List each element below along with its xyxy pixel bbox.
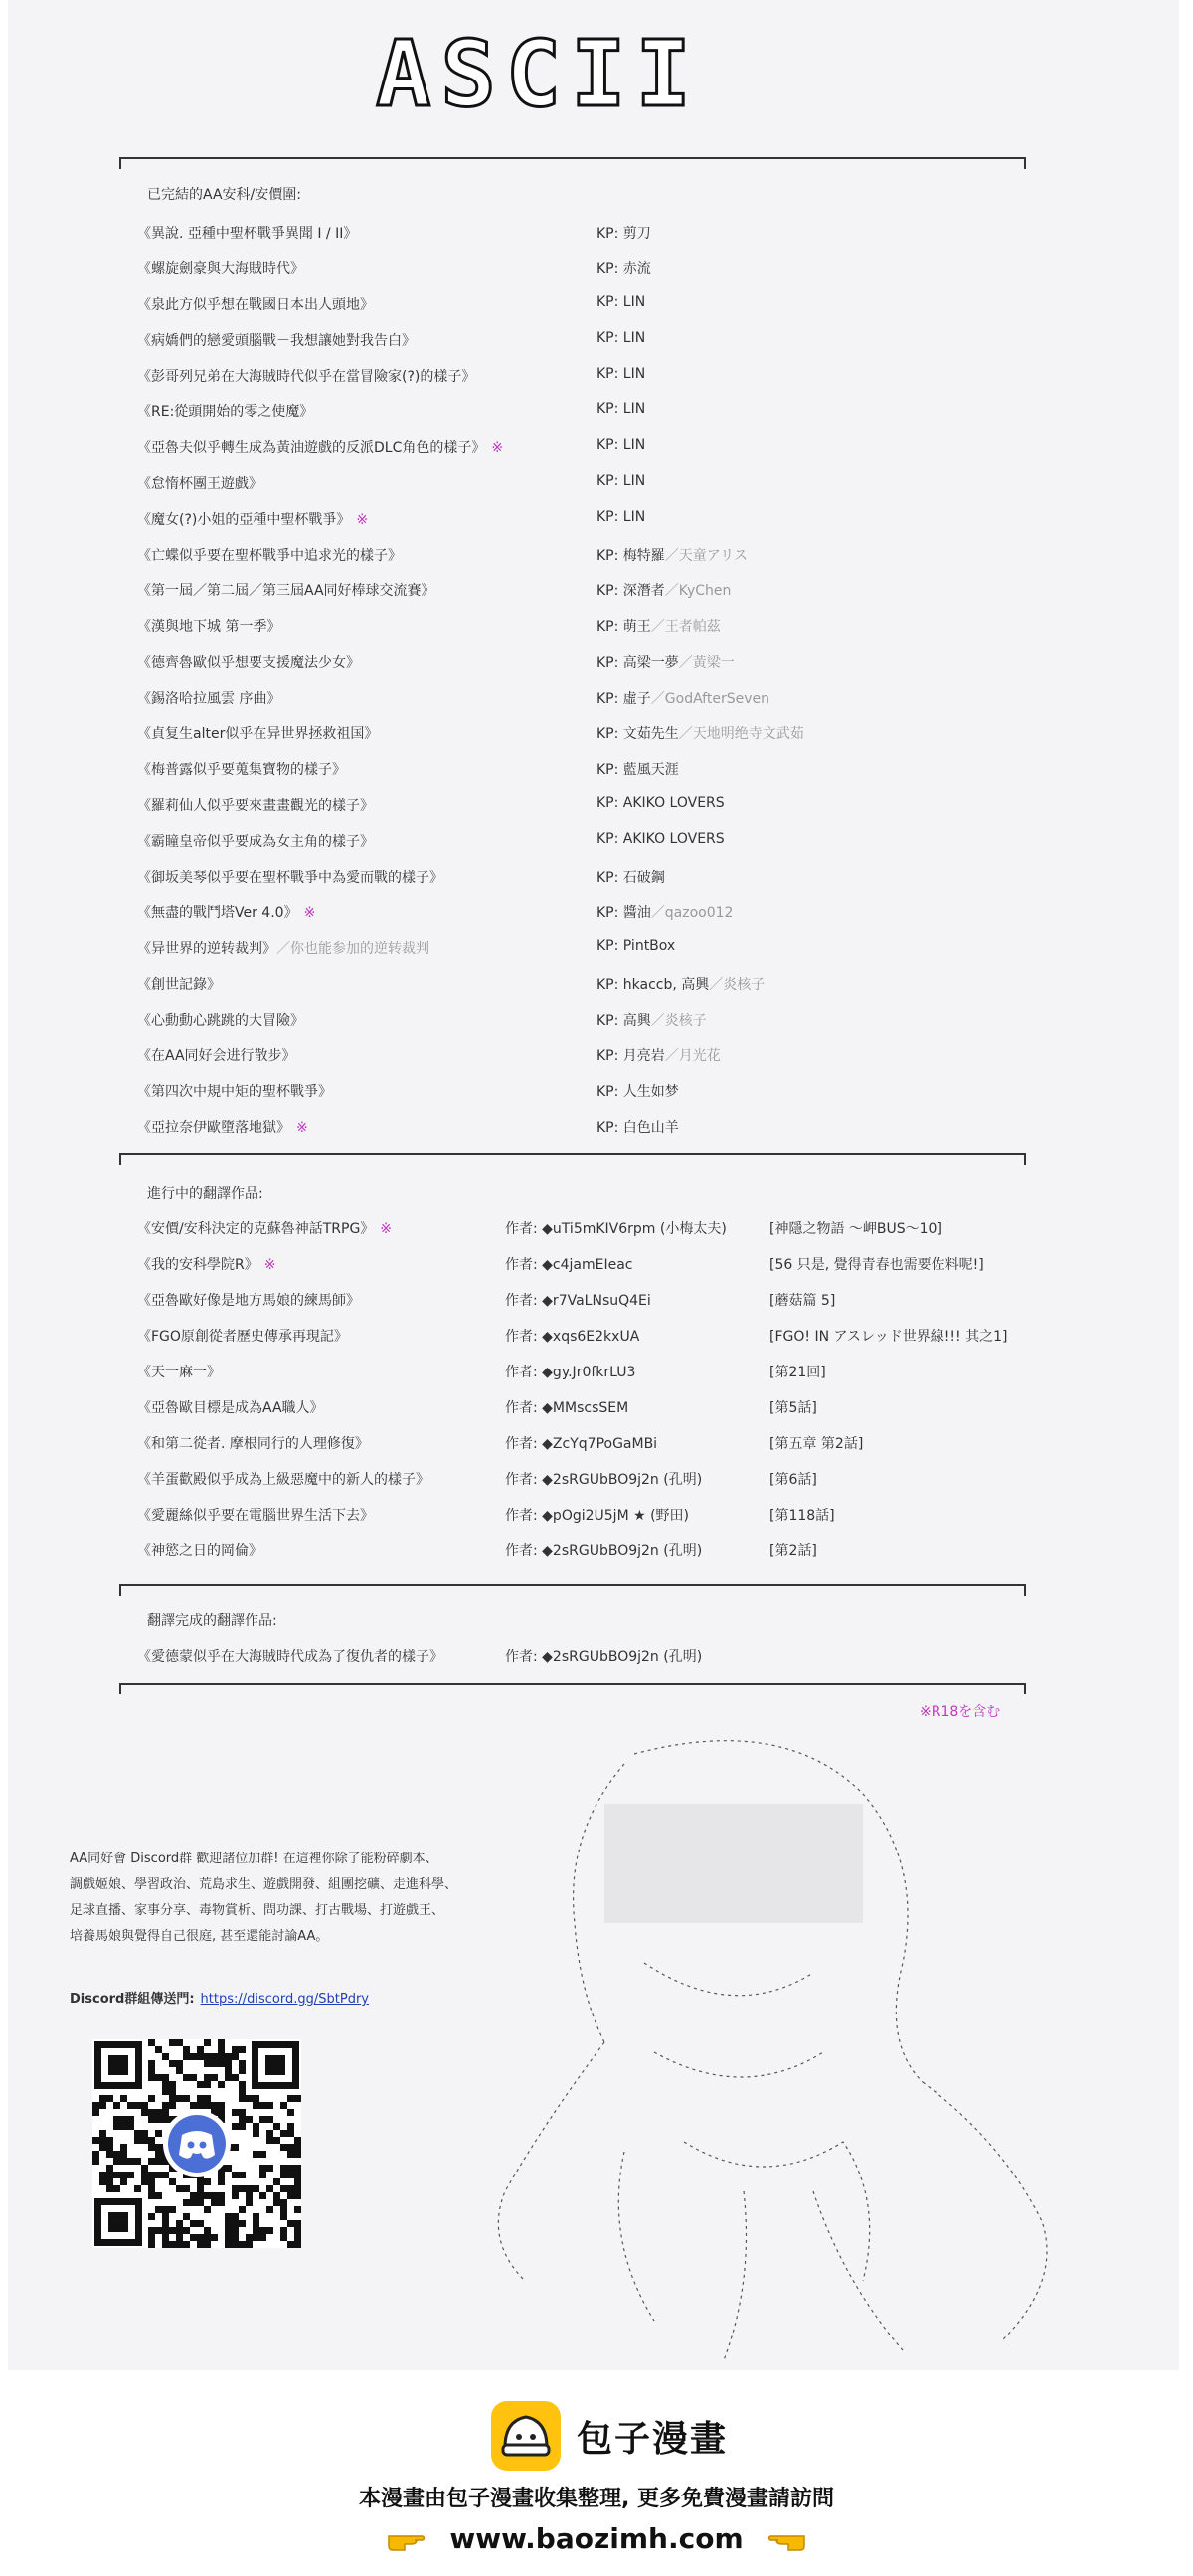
kp-name: KP: 剪刀	[596, 226, 651, 242]
latest-chapter[interactable]: [第6話]	[769, 1472, 817, 1488]
kp-alt-name: ／KyChen	[664, 583, 732, 599]
divider-ongoing-end	[119, 1584, 1026, 1586]
work-title-group	[137, 1254, 275, 1274]
work-title[interactable]: 《心動動心跳跳的大冒險》	[137, 1013, 304, 1029]
latest-chapter[interactable]: [FGO! IN アスレッド世界線!!! 其之1]	[769, 1329, 1008, 1345]
brand-row	[491, 2400, 728, 2472]
ascii-art-illustration	[485, 1724, 1072, 2370]
work-title[interactable]: 《亡蝶似乎要在聖杯戰爭中追求光的樣子》	[137, 548, 402, 564]
kp-name: KP: LIN	[596, 473, 646, 489]
kp-name: KP: AKIKO LOVERS	[596, 831, 725, 847]
work-title-group	[137, 1362, 221, 1381]
work-title[interactable]: 《漢與地下城 第一季》	[137, 619, 281, 635]
work-title[interactable]: 《亞魯夫似乎轉生成為黃油遊戲的反派DLC角色的樣子》	[137, 440, 486, 456]
work-title[interactable]: 《第一屆／第二屆／第三屆AA同好棒球交流賽》	[137, 583, 435, 599]
author: 作者: ◆r7VaLNsuQ4Ei	[505, 1293, 651, 1309]
work-title-group	[137, 473, 262, 493]
work-title-note: ／你也能参加的逆转裁判	[276, 941, 429, 957]
kp-group	[596, 938, 675, 954]
kp-name: KP: PintBox	[596, 938, 676, 954]
kp-group	[596, 1117, 679, 1137]
footer-tagline: 本漫畫由包子漫畫收集整理, 更多免費漫畫請訪問	[358, 2487, 835, 2511]
work-title-group	[137, 580, 435, 600]
kp-name: KP: 虛子	[596, 691, 651, 707]
kp-group	[596, 831, 725, 847]
work-title[interactable]: 《我的安科學院R》	[137, 1257, 258, 1273]
kp-name: KP: 藍風天涯	[596, 762, 679, 778]
latest-chapter[interactable]: [第2話]	[769, 1543, 817, 1559]
author: 作者: ◆xqs6E2kxUA	[505, 1329, 640, 1345]
kp-alt-name: ／天童アリス	[664, 548, 748, 564]
kp-name: KP: 高興	[596, 1013, 651, 1029]
author: 作者: ◆gy.Jr0fkrLU3	[505, 1365, 636, 1380]
work-title-group	[137, 1046, 296, 1065]
work-title-group	[137, 652, 360, 672]
work-title[interactable]: 《御坂美琴似乎要在聖杯戰爭中為愛而戰的樣子》	[137, 870, 443, 886]
latest-chapter[interactable]: [神隱之物語 ～岬BUS～10]	[769, 1221, 942, 1237]
kp-name: KP: LIN	[596, 402, 646, 417]
kp-alt-name: ／王者帕茲	[650, 619, 721, 635]
work-title[interactable]: 《亞魯歐目標是成為AA職人》	[137, 1400, 324, 1416]
work-title[interactable]: 《愛麗絲似乎要在電腦世界生活下去》	[137, 1508, 374, 1524]
author: 作者: ◆pOgi2U5jM ★ (野田)	[505, 1508, 690, 1524]
author: 作者: ◆c4jamEIeac	[505, 1257, 633, 1273]
kp-name: KP: 白色山羊	[596, 1120, 679, 1136]
kp-group	[596, 258, 651, 278]
page-title: ASCII	[376, 21, 701, 127]
kp-group	[596, 795, 725, 811]
work-title-group	[137, 1290, 360, 1310]
kp-group	[596, 330, 645, 346]
promo-line: AA同好會 Discord群 歡迎諸位加群! 在這裡你除了能粉碎劇本、	[70, 1852, 438, 1866]
work-title-group	[137, 294, 374, 314]
kp-group	[596, 509, 645, 525]
kp-name: KP: hkaccb, 高興	[596, 977, 710, 993]
kp-name: KP: LIN	[596, 294, 646, 310]
work-title[interactable]: 《貞复生alter似乎在异世界拯救祖国》	[137, 726, 379, 742]
kp-alt-name: ／炎核子	[650, 1013, 707, 1029]
latest-chapter[interactable]: [第五章 第2話]	[769, 1436, 864, 1452]
latest-chapter[interactable]: [蘑菇篇 5]	[769, 1293, 836, 1309]
kp-alt-name: ／GodAfterSeven	[650, 691, 769, 707]
work-title[interactable]: 《羅莉仙人似乎要來畫畫觀光的樣子》	[137, 798, 374, 814]
author: 作者: ◆2sRGUbBO9j2n (孔明)	[505, 1472, 703, 1488]
kp-alt-name: ／月光花	[664, 1048, 721, 1064]
work-title-group	[137, 867, 443, 886]
author: 作者: ◆MMscsSEM	[505, 1400, 629, 1416]
work-title-group	[137, 1010, 304, 1030]
divider-completed-end	[119, 1153, 1026, 1155]
kp-group	[596, 759, 679, 779]
kp-name: KP: LIN	[596, 509, 646, 525]
kp-group	[596, 223, 651, 242]
work-title[interactable]: 《霸瞳皇帝似乎要成為女主角的樣子》	[137, 834, 374, 850]
kp-alt-name: ／炎核子	[709, 977, 766, 993]
footer-url-row	[0, 2522, 1193, 2555]
work-title-group	[137, 1081, 332, 1101]
work-title[interactable]: 《安價/安科決定的克蘇魯神話TRPG》	[137, 1221, 375, 1237]
author: 作者: ◆2sRGUbBO9j2n (孔明)	[505, 1649, 703, 1665]
kp-group	[596, 1081, 679, 1101]
kp-group	[596, 366, 645, 382]
work-title[interactable]: 《創世記錄》	[137, 977, 221, 993]
work-title[interactable]: 《天一麻一》	[137, 1365, 221, 1380]
kp-name: KP: 文茹先生	[596, 726, 679, 742]
work-title[interactable]: 《螺旋劍豪與大海賊時代》	[137, 261, 304, 277]
work-title[interactable]: 《梅普露似乎要蒐集寶物的樣子》	[137, 762, 346, 778]
work-title[interactable]: 《羊蛋歡殿似乎成為上級惡魔中的新人的樣子》	[137, 1472, 429, 1488]
discord-row	[70, 1988, 369, 2007]
work-title[interactable]: 《錫洛哈拉風雲 序曲》	[137, 691, 281, 707]
work-title[interactable]: 《無盡的戰鬥塔Ver 4.0》	[137, 905, 298, 921]
kp-group	[596, 294, 645, 310]
kp-group	[596, 652, 735, 672]
kp-group	[596, 545, 748, 564]
author: 作者: ◆uTi5mKIV6rpm (小梅太夫)	[505, 1221, 727, 1237]
work-title[interactable]: 《神慾之日的岡倫》	[137, 1543, 262, 1559]
author: 作者: ◆ZcYq7PoGaMBi	[505, 1436, 658, 1452]
qr-code	[92, 2039, 301, 2248]
work-title[interactable]: 《彭哥列兄弟在大海賊時代似乎在當冒險家(?)的樣子》	[137, 369, 476, 385]
work-title-group	[137, 831, 374, 851]
kp-group	[596, 1010, 707, 1030]
r18-mark: ※	[303, 905, 316, 921]
kp-name: KP: 石破鋼	[596, 870, 665, 886]
r18-mark: ※	[380, 1221, 393, 1237]
kp-alt-name: ／黃梁一	[678, 655, 735, 671]
latest-chapter[interactable]: [56 只是, 覺得青春也需要佐料呢!]	[769, 1257, 984, 1273]
work-title-group	[137, 1326, 348, 1346]
kp-name: KP: LIN	[596, 366, 646, 382]
work-title-group	[137, 366, 475, 386]
discord-label: Discord群組傳送門:	[70, 1992, 195, 2007]
ongoing-heading: 進行中的翻譯作品:	[147, 1186, 263, 1202]
work-title-group	[137, 258, 304, 278]
work-title[interactable]: 《亞拉奈伊歐墮落地獄》	[137, 1120, 290, 1136]
finished-heading: 翻譯完成的翻譯作品:	[147, 1613, 277, 1629]
brand-name: 包子漫畫	[577, 2418, 729, 2460]
kp-name: KP: 醬油	[596, 905, 651, 921]
kp-group	[596, 724, 804, 743]
work-title-group	[137, 1469, 429, 1489]
kp-alt-name: ／qazoo012	[650, 905, 734, 921]
page-card	[8, 0, 1179, 2370]
work-title-group	[137, 330, 416, 350]
work-title[interactable]: 《怠惰杯團王遊戲》	[137, 476, 262, 492]
work-title-group	[137, 902, 315, 922]
kp-name: KP: AKIKO LOVERS	[596, 795, 725, 811]
work-title[interactable]: 《异世界的逆转裁判》	[137, 941, 276, 957]
kp-name: KP: 深潛者	[596, 583, 665, 599]
pointing-hand-right-icon	[387, 2526, 426, 2554]
kp-group	[596, 580, 731, 600]
kp-name: KP: 人生如梦	[596, 1084, 679, 1100]
kp-group	[596, 402, 645, 417]
work-title-group	[137, 616, 280, 636]
work-title-group	[137, 545, 402, 564]
kp-group	[596, 902, 733, 922]
completed-heading: 已完結的AA安科/安價圍:	[147, 187, 301, 203]
work-title-group	[137, 1646, 443, 1666]
pointing-hand-left-icon	[767, 2526, 806, 2554]
work-title[interactable]: 《病嬌們的戀愛頭腦戰－我想讓她對我告白》	[137, 333, 416, 349]
work-title[interactable]: 《第四次中規中矩的聖杯戰爭》	[137, 1084, 332, 1100]
kp-name: KP: 月亮岩	[596, 1048, 665, 1064]
kp-name: KP: 赤流	[596, 261, 651, 277]
work-title-group	[137, 759, 346, 779]
discord-link[interactable]: https://discord.gg/SbtPdry	[200, 1992, 369, 2007]
work-title-group	[137, 974, 221, 994]
promo-line: 足球直播、家事分享、毒物賞析、問功課、打古戰場、打遊戲王、	[70, 1903, 445, 1918]
kp-group	[596, 688, 769, 708]
author: 作者: ◆2sRGUbBO9j2n (孔明)	[505, 1543, 703, 1559]
work-title[interactable]: 《泉此方似乎想在戰國日本出人頭地》	[137, 297, 374, 313]
title-block	[376, 21, 744, 127]
work-title-group	[137, 1505, 374, 1525]
work-title-group	[137, 1397, 324, 1417]
kp-name: KP: 梅特羅	[596, 548, 665, 564]
kp-name: KP: 萌王	[596, 619, 651, 635]
work-title-group	[137, 1540, 262, 1560]
kp-group	[596, 616, 721, 636]
kp-name: KP: LIN	[596, 330, 646, 346]
work-title[interactable]: 《和第二從者. 摩根同行的人理修復》	[137, 1436, 369, 1452]
latest-chapter[interactable]: [第118話]	[769, 1508, 835, 1524]
work-title[interactable]: 《亞魯歐好像是地方馬娘的練馬師》	[137, 1293, 360, 1309]
work-title-group	[137, 1433, 369, 1453]
work-title-group	[137, 724, 378, 743]
work-title-group	[137, 223, 357, 242]
work-title[interactable]: 《FGO原創從者歷史傳承再現記》	[137, 1329, 348, 1345]
kp-alt-name: ／天地明绝寺文武茹	[678, 726, 804, 742]
kp-group	[596, 437, 645, 453]
work-title[interactable]: 《魔女(?)小姐的亞種中聖杯戰爭》	[137, 512, 351, 528]
r18-mark: ※	[296, 1120, 308, 1136]
kp-group	[596, 1046, 721, 1065]
work-title-group	[137, 795, 374, 815]
work-title-group	[137, 509, 368, 529]
r18-mark: ※	[263, 1257, 276, 1273]
work-title[interactable]: 《愛德蒙似乎在大海賊時代成為了復仇者的樣子》	[137, 1649, 443, 1665]
work-title-group	[137, 437, 503, 457]
work-title[interactable]: 《RE:從頭開始的零之使魔》	[137, 404, 314, 420]
work-title[interactable]: 《德齊魯歐似乎想要支援魔法少女》	[137, 655, 360, 671]
work-title-group	[137, 1117, 308, 1137]
r18-mark: ※	[491, 440, 504, 456]
latest-chapter[interactable]: [第21回]	[769, 1365, 826, 1380]
promo-line: 培養馬娘與覺得自己很庭, 甚至還能討論AA。	[70, 1929, 329, 1944]
divider-top	[119, 157, 1026, 159]
kp-group	[596, 473, 645, 489]
kp-group	[596, 974, 765, 994]
kp-name: KP: LIN	[596, 437, 646, 453]
work-title-group	[137, 688, 280, 708]
r18-note: ※R18を含む	[920, 1704, 1001, 1720]
promo-line: 調戲姬娘、學習政治、荒島求生、遊戲開發、組團挖礦、走進科學、	[70, 1877, 458, 1892]
kp-group	[596, 867, 665, 886]
baozi-logo-icon	[491, 2401, 561, 2471]
kp-name: KP: 高梁一夢	[596, 655, 679, 671]
work-title[interactable]: 《在AA同好会进行散步》	[137, 1048, 296, 1064]
site-url[interactable]: www.baozimh.com	[449, 2522, 744, 2555]
work-title-group	[137, 1218, 392, 1238]
work-title-group	[137, 402, 313, 421]
work-title[interactable]: 《異說. 亞種中聖杯戰爭異聞 I / II》	[137, 226, 358, 242]
latest-chapter[interactable]: [第5話]	[769, 1400, 817, 1416]
divider-finished-end	[119, 1683, 1026, 1685]
r18-mark: ※	[356, 512, 369, 528]
work-title-group	[137, 938, 429, 958]
